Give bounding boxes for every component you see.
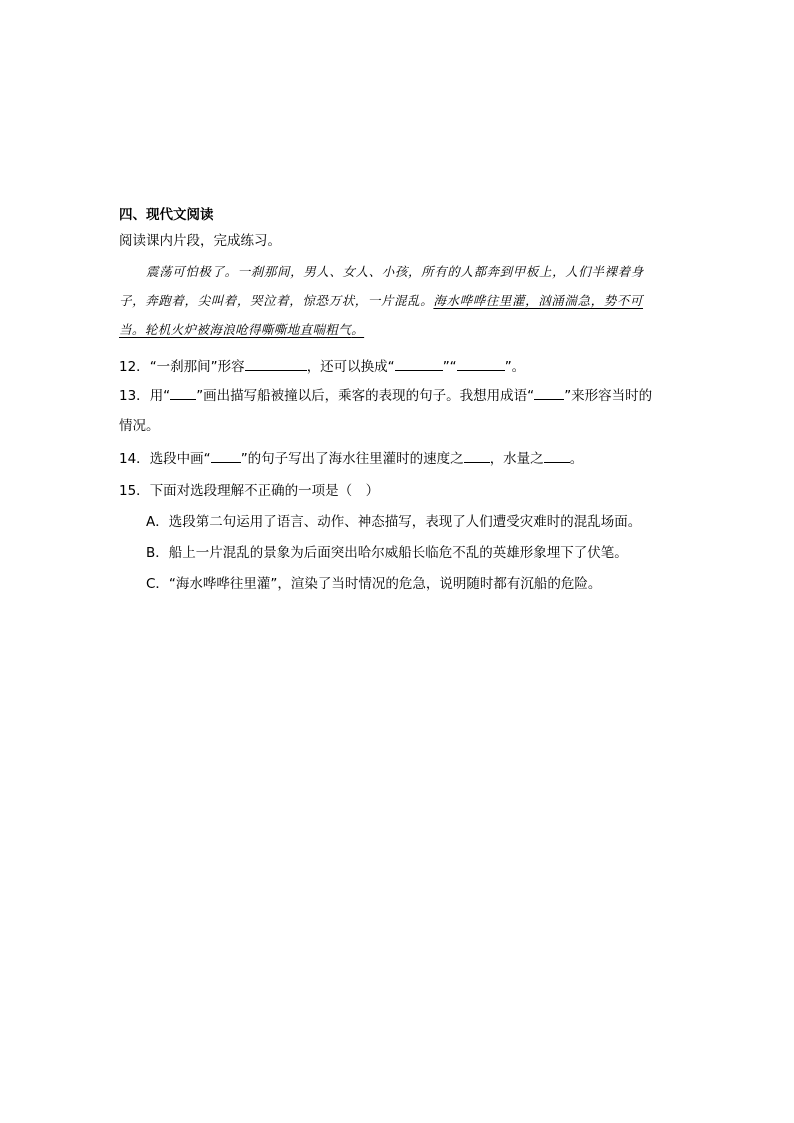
answer-blank[interactable]: [170, 387, 196, 400]
answer-blank[interactable]: [457, 358, 505, 371]
question-text: 。: [569, 451, 584, 467]
answer-blank[interactable]: [544, 450, 570, 463]
underlined-sentence: 海水哗哗往里灌，汹涌湍急，势不可: [433, 293, 644, 308]
passage-line-3: [119, 320, 674, 338]
passage-text: 子，奔跑着，尖叫着，哭泣着，惊恐万状，一片混乱。: [119, 293, 434, 308]
question-15: [119, 479, 379, 499]
answer-blank[interactable]: [395, 358, 443, 371]
option-c[interactable]: C．“海水哗哗往里灌”，渲染了当时情况的危急，说明随时都有沉船的危险。: [146, 576, 602, 592]
question-text: ”的句子写出了海水往里灌时的速度之: [240, 451, 464, 467]
question-text: 选段中画“: [149, 451, 211, 467]
passage-text: 。: [351, 322, 365, 337]
answer-blank[interactable]: [534, 387, 564, 400]
question-13: [119, 384, 652, 404]
question-text: 下面对选段理解不正确的一项是（ ）: [149, 483, 380, 499]
question-text: ”。: [504, 359, 526, 375]
question-number: 14．: [119, 451, 150, 467]
question-number: 15．: [119, 483, 150, 499]
option-a[interactable]: A．选段第二句运用了语言、动作、神态描写，表现了人们遭受灾难时的混乱场面。: [146, 514, 642, 530]
answer-blank[interactable]: [245, 358, 307, 371]
question-text: 用“: [149, 388, 171, 404]
question-12: [119, 355, 525, 375]
question-14: [119, 447, 583, 467]
question-number: 12．: [119, 359, 150, 375]
answer-blank[interactable]: [464, 450, 490, 463]
underlined-sentence: 当。轮机火炉被海浪呛得嘶嘶地直喘粗气: [119, 322, 352, 337]
passage-line-1: 震荡可怕极了。一刹那间，男人、女人、小孩，所有的人都奔到甲板上，人们半裸着身: [146, 264, 644, 279]
passage-line-2: [119, 291, 674, 309]
question-text: ，水量之: [489, 451, 544, 467]
answer-blank[interactable]: [211, 450, 241, 463]
question-text: ”“: [442, 359, 457, 375]
question-text: ”画出描写船被撞以后，乘客的表现的句子。我想用成语“: [196, 388, 535, 404]
option-b[interactable]: B．船上一片混乱的景象为后面突出哈尔威船长临危不乱的英雄形象埋下了伏笔。: [146, 545, 628, 561]
question-text: ，还可以换成“: [306, 359, 395, 375]
question-text: “一刹那间”形容: [149, 359, 245, 375]
question-13-continued: 情况。: [119, 418, 160, 434]
section-title: 四、现代文阅读: [119, 207, 214, 223]
question-text: ”来形容当时的: [564, 388, 653, 404]
question-number: 13．: [119, 388, 150, 404]
reading-instruction: 阅读课内片段，完成练习。: [119, 233, 281, 249]
